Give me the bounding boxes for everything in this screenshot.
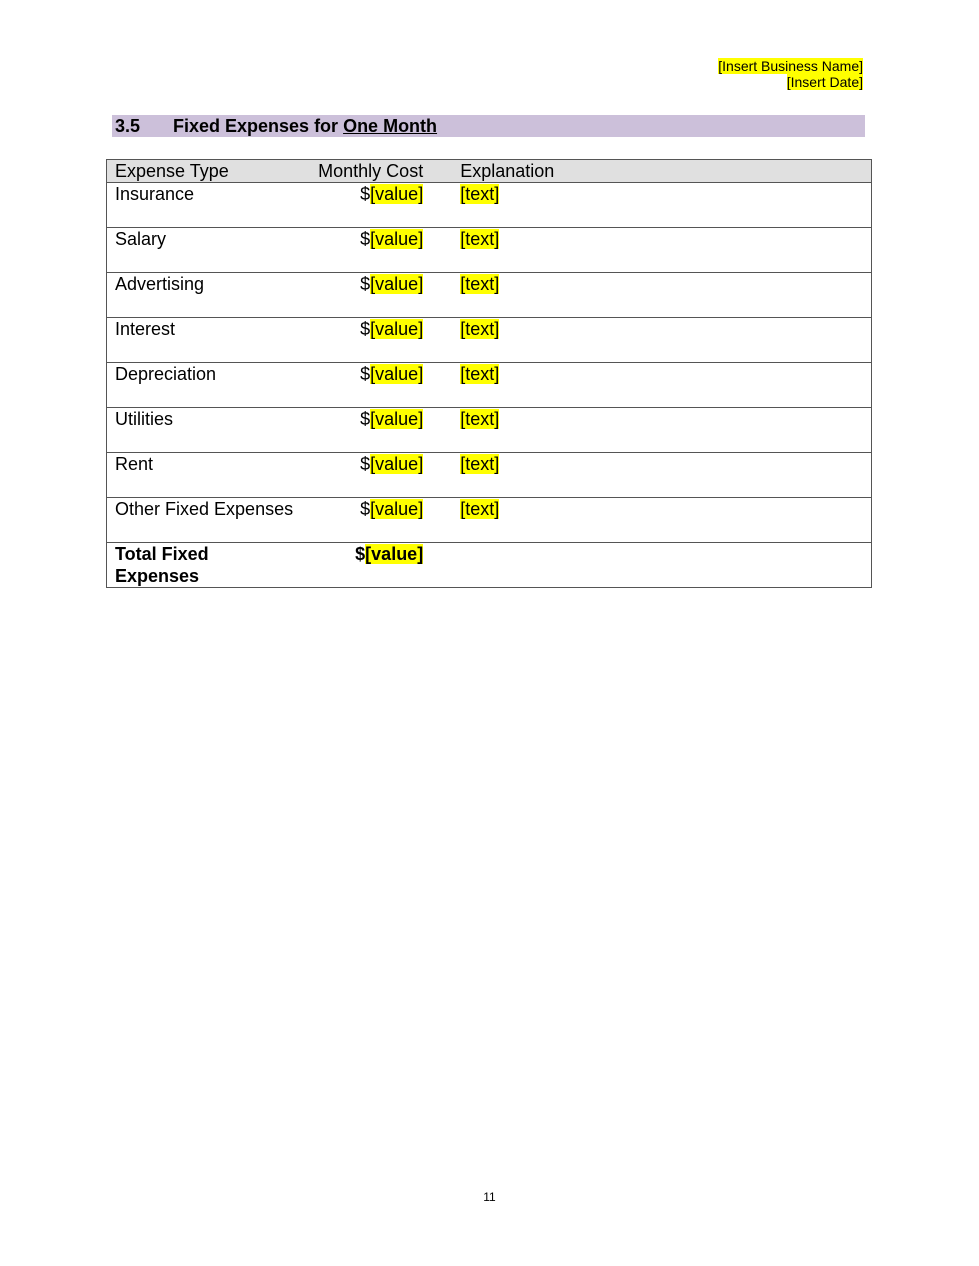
expense-type-cell [107,273,302,318]
total-explanation-cell [431,543,871,588]
expense-type-cell [107,318,302,363]
monthly-cost-value[interactable]: [value] [370,499,424,519]
column-header-expense-type: Expense Type [115,161,229,181]
expense-type-label: Other Fixed Expenses [115,499,294,519]
monthly-cost-value[interactable]: [value] [370,364,424,384]
page-number: 11 [483,1190,496,1204]
table-row [107,453,872,498]
expense-type-cell [107,453,302,498]
column-header-explanation: Explanation [460,161,555,181]
monthly-cost-cell [301,318,431,363]
table-row [107,498,872,543]
expense-type-cell [107,408,302,453]
monthly-cost-cell [301,453,431,498]
currency-symbol: $ [360,319,371,339]
explanation-cell [431,228,871,273]
fixed-expenses-table [106,159,872,588]
total-cost-cell [301,543,431,588]
table-row [107,273,872,318]
expense-type-label: Depreciation [115,364,217,384]
expense-type-label: Insurance [115,184,195,204]
total-row [107,543,872,588]
monthly-cost-value[interactable]: [value] [370,454,424,474]
expense-type-label: Rent [115,454,154,474]
currency-symbol: $ [355,544,366,564]
monthly-cost-cell [301,363,431,408]
explanation-cell [431,408,871,453]
section-title-underlined: One Month [343,116,438,136]
explanation-cell [431,363,871,408]
explanation-text[interactable]: [text] [460,499,500,519]
explanation-cell [431,183,871,228]
explanation-cell [431,498,871,543]
explanation-text[interactable]: [text] [460,229,500,249]
table-row [107,183,872,228]
explanation-cell [431,453,871,498]
document-header [718,58,863,90]
monthly-cost-cell [301,273,431,318]
currency-symbol: $ [360,364,371,384]
explanation-text[interactable]: [text] [460,274,500,294]
total-cost-value[interactable]: [value] [365,544,424,564]
table-header-row [107,160,872,183]
monthly-cost-cell [301,408,431,453]
explanation-cell [431,273,871,318]
currency-symbol: $ [360,409,371,429]
section-title-prefix: Fixed Expenses for [173,116,344,136]
expense-type-label: Utilities [115,409,174,429]
business-name-placeholder[interactable]: [Insert Business Name] [718,58,863,74]
expense-type-cell [107,183,302,228]
section-number: 3.5 [115,116,141,136]
explanation-text[interactable]: [text] [460,454,500,474]
monthly-cost-cell [301,183,431,228]
explanation-text[interactable]: [text] [460,364,500,384]
section-title [173,116,437,136]
table-row [107,408,872,453]
monthly-cost-value[interactable]: [value] [370,274,424,294]
currency-symbol: $ [360,229,371,249]
explanation-text[interactable]: [text] [460,319,500,339]
table-row [107,318,872,363]
currency-symbol: $ [360,184,371,204]
monthly-cost-value[interactable]: [value] [370,229,424,249]
section-heading [112,115,865,137]
total-label: Total Fixed Expenses [115,544,209,586]
expense-type-label: Salary [115,229,167,249]
explanation-cell [431,318,871,363]
expense-type-cell [107,228,302,273]
total-label-cell [107,543,302,588]
monthly-cost-value[interactable]: [value] [370,319,424,339]
explanation-text[interactable]: [text] [460,184,500,204]
currency-symbol: $ [360,499,371,519]
expense-type-cell [107,498,302,543]
column-header-monthly-cost: Monthly Cost [318,161,424,181]
explanation-text[interactable]: [text] [460,409,500,429]
expense-type-label: Interest [115,319,176,339]
monthly-cost-value[interactable]: [value] [370,184,424,204]
currency-symbol: $ [360,274,371,294]
date-placeholder[interactable]: [Insert Date] [786,74,863,90]
expense-type-label: Advertising [115,274,205,294]
monthly-cost-cell [301,228,431,273]
expense-type-cell [107,363,302,408]
table-row [107,363,872,408]
monthly-cost-cell [301,498,431,543]
monthly-cost-value[interactable]: [value] [370,409,424,429]
currency-symbol: $ [360,454,371,474]
table-row [107,228,872,273]
